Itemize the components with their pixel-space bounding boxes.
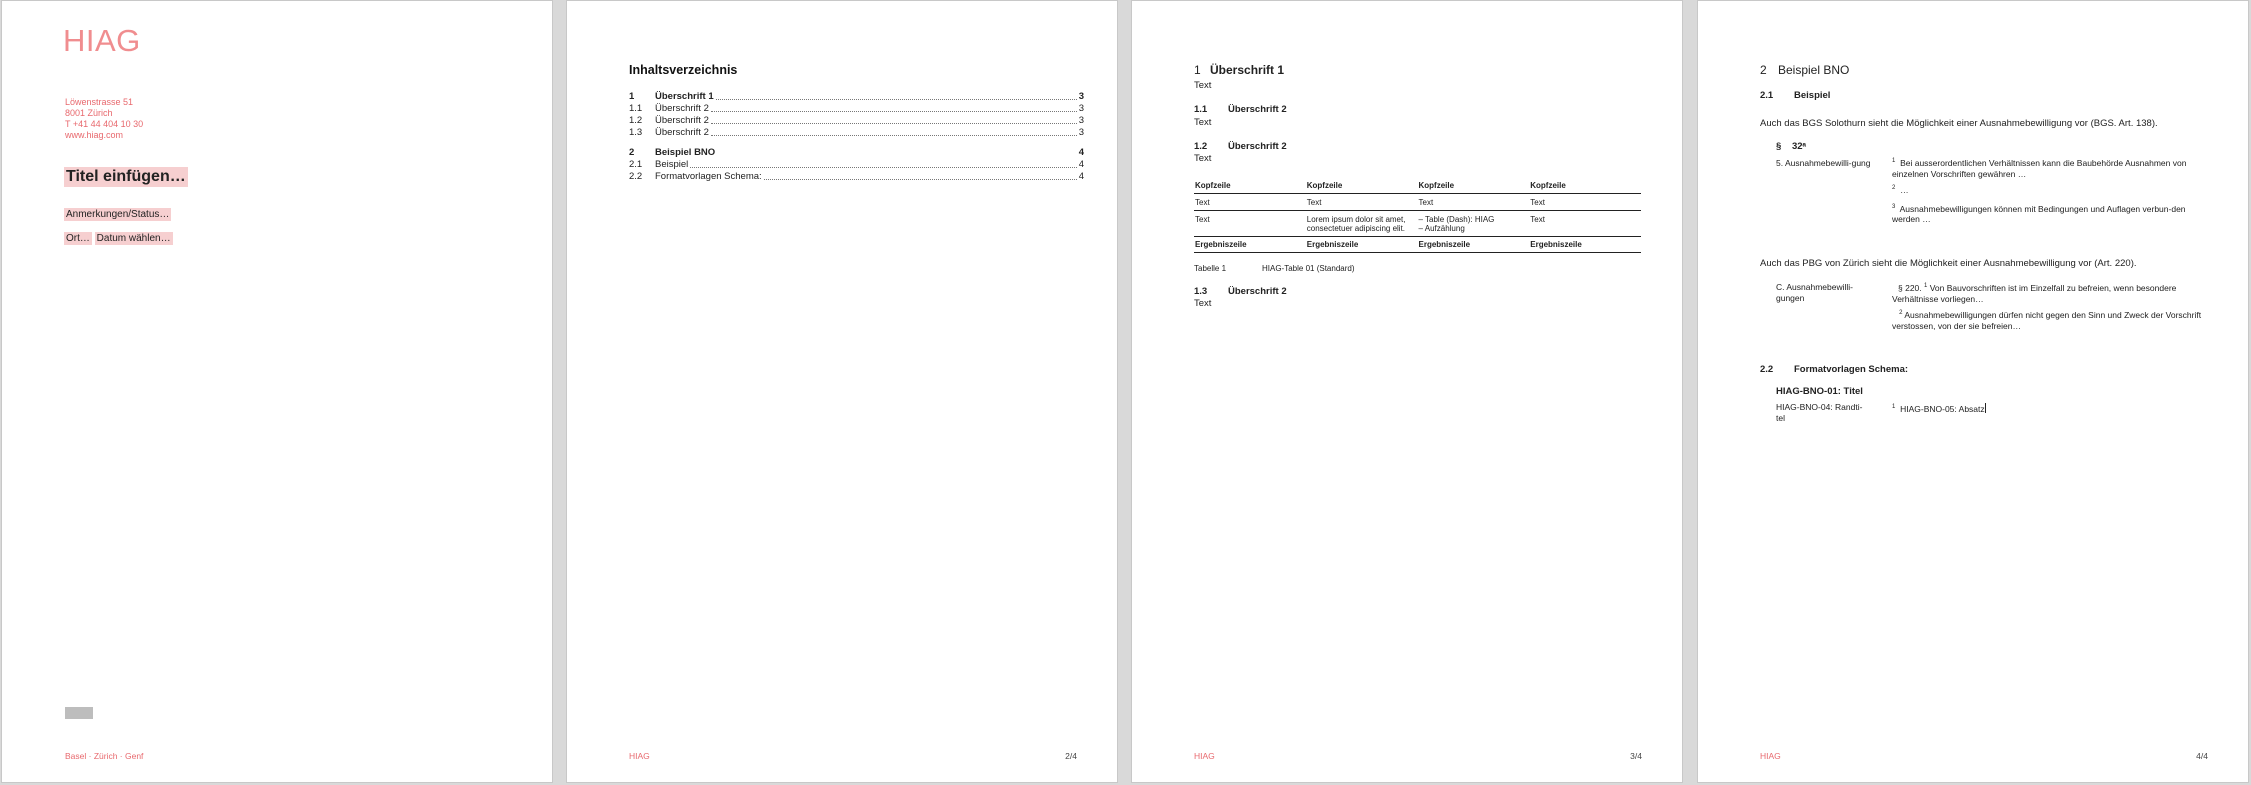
- toc-entry-page: 4: [1078, 159, 1084, 170]
- table-result-cell: Ergebniszeile: [1418, 237, 1530, 253]
- body-text: Text: [1194, 80, 1212, 91]
- clause-text: …: [1900, 184, 1909, 195]
- toc-entry-page: 4: [1078, 171, 1084, 182]
- address-block: [65, 97, 143, 141]
- clause-number: 2: [1892, 184, 1896, 191]
- table-header-cell: Kopfzeile: [1529, 179, 1641, 194]
- page-toc: [566, 0, 1118, 783]
- toc-entry-number: 1.3: [629, 127, 643, 138]
- table-cell: Lorem ipsum dolor sit amet, consectetuer adipiscing elit.: [1306, 215, 1406, 233]
- paragraph-sign: §: [1776, 141, 1782, 152]
- toc-entry[interactable]: [629, 127, 1084, 139]
- heading-1: [1194, 63, 1284, 77]
- toc-entry-number: 1: [629, 91, 635, 102]
- table-header-cell: Kopfzeile: [1194, 179, 1306, 194]
- toc-leader: [764, 179, 1077, 180]
- clause-text: HIAG-BNO-05: Absatz: [1900, 403, 1985, 414]
- heading-text: Formatvorlagen Schema:: [1794, 364, 1909, 375]
- clause-number: 1: [1892, 404, 1896, 410]
- table-header-cell: Kopfzeile: [1418, 179, 1530, 194]
- page-content-2: [1697, 0, 2249, 783]
- toc-entry-page: 3: [1078, 103, 1084, 114]
- place-placeholder[interactable]: Ort…: [66, 233, 90, 244]
- caption-text: HIAG-Table 01 (Standard): [1262, 264, 1355, 273]
- clause-number: 1: [1892, 158, 1896, 164]
- margin-title: C. Ausnahmebewilli-gungen: [1776, 282, 1854, 303]
- toc-entry-number: 1.1: [629, 103, 643, 114]
- table-result-cell: Ergebniszeile: [1194, 237, 1306, 253]
- body-paragraph: Auch das PBG von Zürich sieht die Möglichkeit einer Ausnahmebewilligung vor (Art. 220).: [1760, 258, 2137, 269]
- text-cursor: [1985, 403, 1986, 413]
- style-title: HIAG-BNO-01: Titel: [1776, 386, 1863, 397]
- toc-entry-label: Überschrift 2: [655, 103, 709, 114]
- toc-entry[interactable]: [629, 115, 1084, 127]
- table-cell: Text: [1195, 215, 1210, 224]
- toc-entry-label: Beispiel: [655, 159, 689, 170]
- heading-number: 2.2: [1760, 364, 1774, 375]
- margin-title: 5. Ausnahmebewilli-gung: [1776, 158, 1871, 168]
- table-result-cell: Ergebniszeile: [1529, 237, 1641, 253]
- heading-number: 2: [1760, 63, 1767, 77]
- toc-entry-label: Beispiel BNO: [655, 147, 716, 158]
- title-placeholder[interactable]: Titel einfügen…: [66, 168, 186, 185]
- table-row: [1194, 194, 1641, 211]
- toc-leader: [711, 123, 1077, 124]
- footer-brand: HIAG: [629, 751, 650, 761]
- hiag-logo: HIAG: [63, 23, 141, 58]
- toc-entry[interactable]: [629, 103, 1084, 115]
- toc-entry[interactable]: [629, 147, 1084, 159]
- page-number: 4/4: [2196, 751, 2208, 761]
- style-paragraph[interactable]: [1892, 402, 1986, 415]
- table-row: [1194, 211, 1641, 237]
- body-text: Text: [1194, 117, 1212, 128]
- toc-entry-number: 1.2: [629, 115, 643, 126]
- toc-entry-page: 3: [1078, 115, 1084, 126]
- toc-entry-number: 2.2: [629, 171, 643, 182]
- address-web: www.hiag.com: [65, 130, 124, 140]
- paragraph-number: 32ᵃ: [1791, 141, 1807, 152]
- clause-text: Von Bauvorschriften ist im Einzelfall zu befreien, wenn besondere Verhältnisse vorliegen…: [1892, 282, 2177, 304]
- toc-leader: [690, 167, 1076, 168]
- notes-placeholder[interactable]: Anmerkungen/Status…: [66, 209, 170, 220]
- clause-number: 1: [1924, 283, 1928, 289]
- page-number: 2/4: [1065, 751, 1077, 761]
- footer-brand: HIAG: [1194, 751, 1215, 761]
- image-placeholder[interactable]: [65, 707, 93, 719]
- toc-entry[interactable]: [629, 91, 1084, 103]
- clause-text: Bei ausserordentlichen Verhältnissen kann die Baubehörde Ausnahmen von einzelnen Vorschriften gewähren …: [1892, 157, 2187, 179]
- heading-text: Überschrift 2: [1228, 104, 1287, 115]
- heading-text: Beispiel BNO: [1778, 63, 1850, 77]
- toc-leader: [717, 155, 1077, 156]
- toc-title: Inhaltsverzeichnis: [629, 63, 738, 77]
- clause-number: 2: [1899, 309, 1903, 316]
- date-placeholder[interactable]: Datum wählen…: [96, 233, 171, 244]
- heading-text: Beispiel: [1794, 90, 1831, 101]
- footer-brand: HIAG: [1760, 751, 1781, 761]
- toc-leader: [716, 99, 1077, 100]
- footer-locations: Basel · Zürich · Genf: [65, 751, 144, 761]
- heading-text: Überschrift 2: [1228, 141, 1287, 152]
- heading-number: 1.2: [1194, 141, 1208, 152]
- heading-2: [1194, 104, 1287, 115]
- table-cell: Text: [1194, 194, 1306, 211]
- page-number: 3/4: [1630, 751, 1642, 761]
- toc-entry-number: 2.1: [629, 159, 643, 170]
- body-paragraph: Auch das BGS Solothurn sieht die Möglichkeit einer Ausnahmebewilligung vor (BGS. Art. 138).: [1760, 118, 2158, 129]
- table-cell: Text: [1306, 194, 1418, 211]
- toc-entry[interactable]: [629, 171, 1084, 183]
- body-text: Text: [1194, 153, 1212, 164]
- heading-2: [1194, 141, 1287, 152]
- clause-text: Ausnahmebewilligungen dürfen nicht gegen den Sinn und Zweck der Vorschrift verstossen, von der sie befreien…: [1892, 309, 2202, 331]
- table-cell: Text: [1530, 215, 1545, 224]
- toc-list: [629, 91, 1084, 183]
- table-header-cell: Kopfzeile: [1306, 179, 1418, 194]
- table-caption: [1194, 264, 1355, 273]
- heading-number: 1.3: [1194, 286, 1208, 297]
- table-cell-list: [1418, 211, 1530, 237]
- heading-number: 1: [1194, 63, 1201, 77]
- address-phone: T +41 44 404 10 30: [65, 119, 144, 129]
- page-content-1: [1131, 0, 1683, 783]
- clause: [1892, 281, 2212, 332]
- page-cover: [1, 0, 553, 783]
- toc-entry-label: Überschrift 1: [655, 91, 714, 102]
- toc-entry-label: Formatvorlagen Schema:: [655, 171, 762, 182]
- heading-number: 1.1: [1194, 104, 1208, 115]
- address-city: 8001 Zürich: [65, 108, 113, 118]
- toc-leader: [711, 111, 1077, 112]
- table-cell: Text: [1418, 194, 1530, 211]
- table-result-row: [1194, 237, 1641, 253]
- heading-1: [1760, 63, 1849, 77]
- style-margin-title: HIAG-BNO-04: Randti-tel: [1776, 402, 1863, 423]
- clause-prefix: § 220.: [1898, 282, 1922, 293]
- place-date-line: [64, 233, 173, 244]
- table-header-row: [1194, 179, 1641, 194]
- toc-entry-page: 3: [1078, 91, 1084, 102]
- table-result-cell: Ergebniszeile: [1306, 237, 1418, 253]
- heading-text: Überschrift 2: [1228, 286, 1287, 297]
- toc-entry-label: Überschrift 2: [655, 127, 709, 138]
- toc-entry-page: 4: [1078, 147, 1084, 158]
- clause: [1892, 156, 2212, 225]
- clause-text: Ausnahmebewilligungen können mit Bedingungen und Auflagen verbun-den werden …: [1892, 203, 2186, 225]
- toc-leader: [711, 135, 1077, 136]
- list-item: – Aufzählung: [1418, 224, 1465, 233]
- clause-number: 3: [1892, 203, 1896, 210]
- data-table: [1194, 179, 1641, 253]
- table-cell: Text: [1529, 194, 1641, 211]
- toc-entry-label: Überschrift 2: [655, 115, 709, 126]
- caption-label: Tabelle 1: [1194, 264, 1227, 273]
- heading-number: 2.1: [1760, 90, 1774, 101]
- heading-2: [1194, 286, 1287, 297]
- body-text: Text: [1194, 298, 1212, 309]
- toc-entry[interactable]: [629, 159, 1084, 171]
- toc-entry-number: 2: [629, 147, 635, 158]
- heading-text: Überschrift 1: [1210, 63, 1285, 77]
- paragraph-heading: [1776, 141, 1806, 152]
- heading-2: [1760, 90, 1830, 101]
- toc-entry-page: 3: [1078, 127, 1084, 138]
- address-street: Löwenstrasse 51: [65, 97, 134, 107]
- list-item: – Table (Dash): HIAG: [1418, 215, 1495, 224]
- heading-2: [1760, 364, 1908, 375]
